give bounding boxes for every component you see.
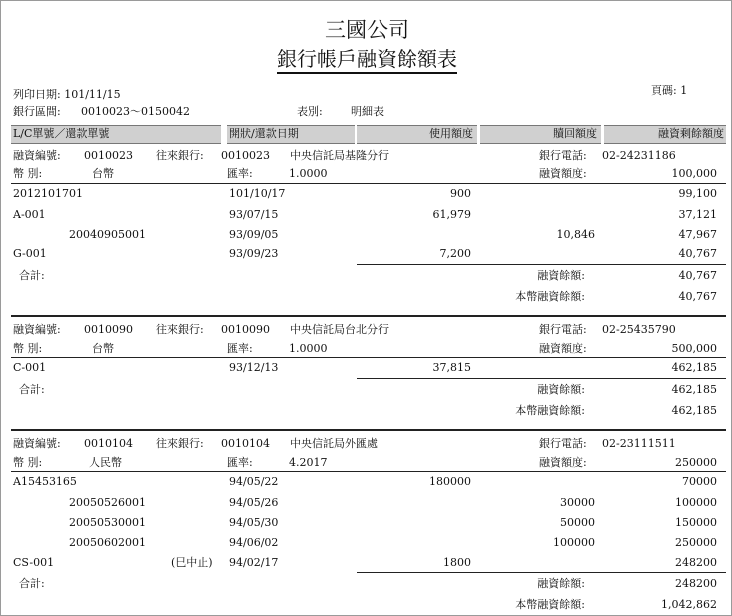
finance-amount-value: 500,000	[671, 342, 717, 355]
bank-phone-value: 02-24231186	[602, 149, 676, 162]
bank-code: 0010090	[221, 323, 270, 336]
finance-no-value: 0010104	[84, 437, 133, 450]
subtotal-line	[357, 378, 726, 379]
company-name: 三國公司	[325, 18, 409, 42]
row-remain: 99,100	[678, 187, 717, 200]
bank-phone-label: 銀行電話:	[539, 323, 587, 336]
finance-no-label: 融資編號:	[13, 437, 61, 450]
bank-phone-value: 02-25435790	[602, 323, 676, 336]
row-date: 101/10/17	[229, 187, 286, 200]
row-redeem: 100000	[553, 536, 595, 549]
bank-phone-label: 銀行電話:	[539, 149, 587, 162]
row-used: 900	[450, 187, 471, 200]
row-remain: 150000	[675, 516, 717, 529]
group-divider	[11, 357, 726, 358]
rate-value: 1.0000	[289, 167, 328, 180]
row-remain: 248200	[675, 556, 717, 569]
subtotal-label: 合計:	[19, 269, 45, 282]
col-header-redeem-label: 贖回額度	[553, 127, 597, 140]
row-date: 93/09/23	[229, 247, 279, 260]
row-date: 94/02/17	[229, 556, 279, 569]
bank-name: 中央信託局基隆分行	[290, 149, 389, 162]
row-note: (巳中止)	[171, 556, 213, 569]
rate-label: 匯率:	[227, 167, 253, 180]
finance-no-label: 融資編號:	[13, 323, 61, 336]
bank-phone-label: 銀行電話:	[539, 437, 587, 450]
row-doc: CS-001	[13, 556, 55, 569]
finance-amount-label: 融資額度:	[539, 456, 587, 469]
row-remain: 250000	[675, 536, 717, 549]
type-value: 明細表	[351, 105, 384, 118]
col-header-used-label: 使用額度	[429, 127, 473, 140]
row-doc: 2012101701	[13, 187, 83, 200]
row-used: 61,979	[432, 208, 471, 221]
bank-name: 中央信託局外匯處	[290, 437, 378, 450]
currency-value: 人民幣	[89, 456, 122, 469]
row-doc: 20040905001	[69, 228, 146, 241]
row-date: 94/05/22	[229, 475, 279, 488]
rate-value: 1.0000	[289, 342, 328, 355]
row-date: 94/05/26	[229, 496, 279, 509]
col-header-remain	[604, 125, 726, 144]
row-doc: A15453165	[13, 475, 77, 488]
currency-value: 台幣	[92, 167, 114, 180]
col-header-doc	[11, 125, 221, 144]
bank-code: 0010023	[221, 149, 270, 162]
row-date: 94/06/02	[229, 536, 279, 549]
rate-value: 4.2017	[289, 456, 328, 469]
subtotal-line	[357, 264, 726, 265]
section-divider	[11, 429, 726, 431]
group-divider	[11, 471, 726, 472]
currency-label: 幣 別:	[13, 456, 43, 469]
balance-value: 462,185	[671, 383, 717, 396]
bank-phone-value: 02-23111511	[602, 437, 676, 450]
row-used: 37,815	[432, 361, 471, 374]
row-remain: 100000	[675, 496, 717, 509]
bank-label: 往來銀行:	[156, 149, 204, 162]
row-date: 93/07/15	[229, 208, 279, 221]
row-doc: G-001	[13, 247, 47, 260]
col-header-redeem	[480, 125, 601, 144]
bank-code: 0010104	[221, 437, 270, 450]
col-header-date-label: 開狀/還款日期	[229, 127, 299, 140]
balance-label: 融資餘額:	[537, 383, 585, 396]
finance-amount-value: 100,000	[671, 167, 717, 180]
bank-label: 往來銀行:	[156, 437, 204, 450]
range-value: 0010023～0150042	[81, 105, 190, 118]
print-date: 列印日期: 101/11/15	[13, 88, 121, 101]
col-header-doc-label: L/C單號／還款單號	[13, 127, 110, 140]
row-doc: C-001	[13, 361, 47, 374]
row-used: 180000	[429, 475, 471, 488]
local-balance-label: 本幣融資餘額:	[515, 290, 585, 303]
local-balance-value: 40,767	[678, 290, 717, 303]
row-redeem: 30000	[560, 496, 595, 509]
subtotal-line	[357, 572, 726, 573]
balance-value: 248200	[675, 577, 717, 590]
local-balance-label: 本幣融資餘額:	[515, 598, 585, 611]
local-balance-value: 462,185	[671, 404, 717, 417]
rate-label: 匯率:	[227, 342, 253, 355]
subtotal-label: 合計:	[19, 383, 45, 396]
balance-label: 融資餘額:	[537, 269, 585, 282]
range-label: 銀行區間:	[13, 105, 61, 118]
group-divider	[11, 183, 726, 184]
row-remain: 37,121	[678, 208, 717, 221]
row-date: 93/09/05	[229, 228, 279, 241]
finance-no-value: 0010023	[84, 149, 133, 162]
subtotal-label: 合計:	[19, 577, 45, 590]
row-doc: 20050530001	[69, 516, 146, 529]
row-doc: A-001	[13, 208, 46, 221]
balance-label: 融資餘額:	[537, 577, 585, 590]
row-redeem: 10,846	[556, 228, 595, 241]
row-remain: 70000	[682, 475, 717, 488]
row-redeem: 50000	[560, 516, 595, 529]
row-doc: 20050526001	[69, 496, 146, 509]
section-divider	[11, 315, 726, 317]
local-balance-label: 本幣融資餘額:	[515, 404, 585, 417]
row-doc: 20050602001	[69, 536, 146, 549]
local-balance-value: 1,042,862	[661, 598, 717, 611]
bank-label: 往來銀行:	[156, 323, 204, 336]
currency-value: 台幣	[92, 342, 114, 355]
row-remain: 462,185	[671, 361, 717, 374]
currency-label: 幣 別:	[13, 342, 43, 355]
type-label: 表別:	[297, 105, 323, 118]
row-remain: 40,767	[678, 247, 717, 260]
row-used: 1800	[443, 556, 471, 569]
report-title	[1, 46, 732, 72]
bank-name: 中央信託局台北分行	[290, 323, 389, 336]
rate-label: 匯率:	[227, 456, 253, 469]
finance-amount-label: 融資額度:	[539, 167, 587, 180]
page-number: 頁碼: 1	[651, 84, 688, 97]
col-header-remain-label: 融資剩餘額度	[658, 127, 724, 140]
report-title-text: 銀行帳戶融資餘額表	[277, 47, 457, 74]
balance-value: 40,767	[678, 269, 717, 282]
row-date: 94/05/30	[229, 516, 279, 529]
finance-no-label: 融資編號:	[13, 149, 61, 162]
finance-no-value: 0010090	[84, 323, 133, 336]
col-header-date	[227, 125, 355, 144]
col-header-used	[357, 125, 477, 144]
row-date: 93/12/13	[229, 361, 279, 374]
currency-label: 幣 別:	[13, 167, 43, 180]
finance-amount-value: 250000	[675, 456, 717, 469]
row-used: 7,200	[439, 247, 471, 260]
finance-amount-label: 融資額度:	[539, 342, 587, 355]
row-remain: 47,967	[678, 228, 717, 241]
